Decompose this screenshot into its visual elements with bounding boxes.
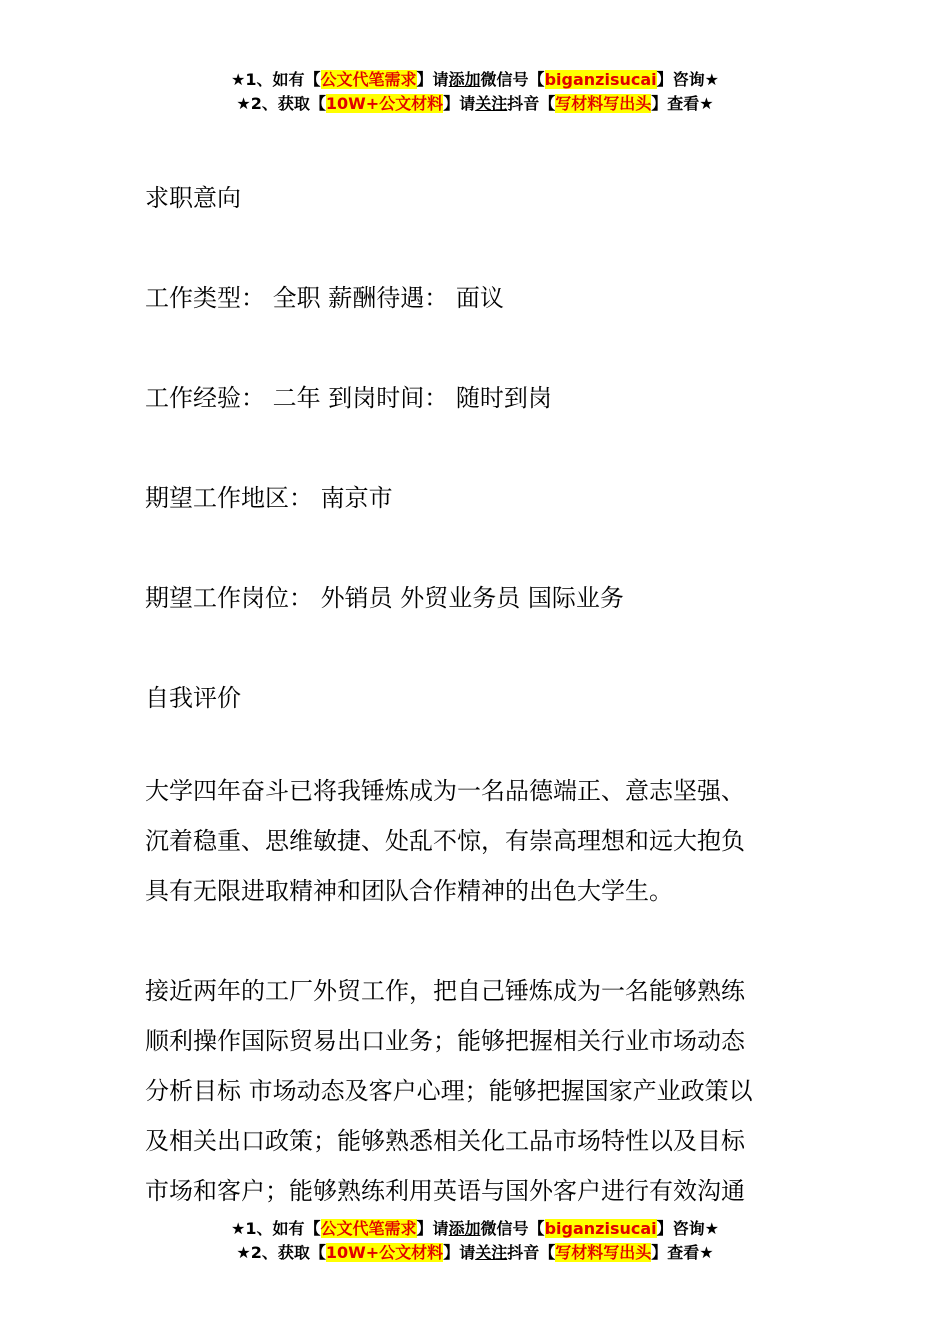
paragraph-line: 具有无限进取精神和团队合作精神的出色大学生。	[145, 877, 673, 905]
banner-underline: 添加	[448, 1219, 481, 1238]
banner-text: 】请	[416, 1219, 449, 1238]
banner-text: ★2、获取【	[236, 94, 326, 113]
banner-line-2	[0, 92, 950, 116]
banner-text: 微信号【	[480, 1219, 545, 1238]
banner-text: 】请	[443, 1243, 476, 1262]
region-line: 期望工作地区： 南京市	[145, 484, 393, 512]
banner-text: 】请	[443, 94, 476, 113]
banner-line-1	[0, 1217, 950, 1241]
banner-douyin-id: 写材料写出头	[555, 94, 652, 113]
banner-highlight: 公文代笔需求	[320, 1219, 417, 1238]
bottom-banner	[0, 1217, 950, 1265]
paragraph-line: 沉着稳重、思维敏捷、处乱不惊，有崇高理想和远大抱负	[145, 827, 745, 855]
banner-text: ★1、如有【	[231, 1219, 321, 1238]
banner-douyin-id: 写材料写出头	[555, 1243, 652, 1262]
banner-text: ★2、获取【	[236, 1243, 326, 1262]
paragraph-line: 顺利操作国际贸易出口业务；能够把握相关行业市场动态	[145, 1027, 745, 1055]
banner-text: ★1、如有【	[231, 70, 321, 89]
banner-wechat-id: biganzisucai	[544, 1219, 657, 1238]
top-banner	[0, 68, 950, 116]
paragraph-line: 接近两年的工厂外贸工作，把自己锤炼成为一名能够熟练	[145, 977, 745, 1005]
banner-text: 】请	[416, 70, 449, 89]
banner-highlight: 10W+公文材料	[325, 1243, 444, 1262]
banner-underline: 关注	[475, 94, 508, 113]
banner-line-2	[0, 1241, 950, 1265]
banner-text: 】咨询★	[656, 1219, 719, 1238]
experience-line: 工作经验： 二年 到岗时间： 随时到岗	[145, 384, 552, 412]
paragraph-line: 大学四年奋斗已将我锤炼成为一名品德端正、意志坚强、	[145, 777, 745, 805]
banner-line-1	[0, 68, 950, 92]
banner-text: 】查看★	[651, 1243, 714, 1262]
banner-underline: 关注	[475, 1243, 508, 1262]
banner-wechat-id: biganzisucai	[544, 70, 657, 89]
banner-highlight: 公文代笔需求	[320, 70, 417, 89]
self-evaluation-paragraph-2	[145, 966, 815, 1216]
job-type-line: 工作类型： 全职 薪酬待遇： 面议	[145, 284, 504, 312]
banner-text: 抖音【	[507, 94, 556, 113]
paragraph-line: 分析目标 市场动态及客户心理；能够把握国家产业政策以	[145, 1077, 753, 1105]
banner-underline: 添加	[448, 70, 481, 89]
self-evaluation-paragraph-1	[145, 766, 815, 916]
banner-text: 微信号【	[480, 70, 545, 89]
heading-job-intent: 求职意向	[145, 184, 241, 212]
banner-text: 抖音【	[507, 1243, 556, 1262]
position-line: 期望工作岗位： 外销员 外贸业务员 国际业务	[145, 584, 624, 612]
banner-highlight: 10W+公文材料	[325, 94, 444, 113]
paragraph-line: 市场和客户；能够熟练利用英语与国外客户进行有效沟通	[145, 1177, 745, 1205]
heading-self-evaluation: 自我评价	[145, 684, 241, 712]
paragraph-line: 及相关出口政策；能够熟悉相关化工品市场特性以及目标	[145, 1127, 745, 1155]
banner-text: 】查看★	[651, 94, 714, 113]
banner-text: 】咨询★	[656, 70, 719, 89]
